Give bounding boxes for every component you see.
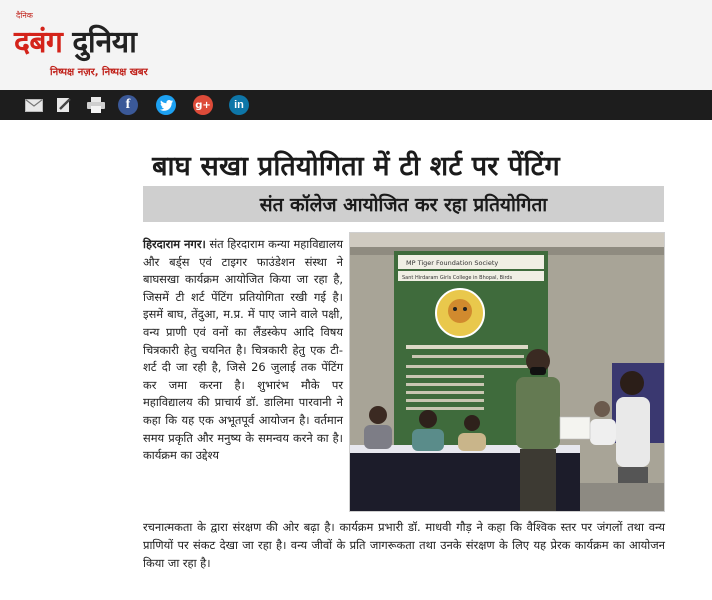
article-subheadline: संत कॉलेज आयोजित कर रहा प्रतियोगिता [259, 194, 548, 216]
logo-tagline: निष्पक्ष नज़र, निष्पक्ष खबर [50, 67, 148, 78]
logo-small-text: दैनिक [16, 11, 33, 20]
subheadline-bar [143, 186, 664, 222]
masthead [0, 0, 712, 90]
certificate [560, 417, 590, 439]
banner-line-2: Sant Hirdaram Girls College in Bhopal, Birds [402, 275, 513, 281]
logo-title-part2: दुनिया [62, 25, 137, 60]
article-body-column-text: संत हिरदाराम कन्या महाविद्यालय और बर्ड्स एवं टाइगर फाउंडेशन संस्था ने बाघसखा कार्यक्रम आयोजित किया जा रहा है, जिसमें टी शर्ट पेंटिंग प्रतियोगिता रखी गई है। इसमें बाघ, तेंदुआ, म.प्र. में पाए जाने वाले पक्षी, वन्य प्राणी एवं वनों का लैंडस्केप आदि विषय चित्रकारी हेतु चयनित है। चित्रकारी हेतु एक टी-शर्ट दी जा रही है, जिसे 26 जुलाई तक पेंटिंग कर जमा करना है। शुभारंभ मौके पर महाविद्यालय की प्राचार्य डॉ. डालिमा पारवानी ने कहा कि यह एक अभूतपूर्व आयोजन है। वर्तमान समय प्रकृति और मनुष्य के समन्वय करने का है। कार्यक्रम का उद्देश्य [143, 237, 343, 463]
banner-line-1: MP Tiger Foundation Society [406, 259, 499, 267]
article-dateline: हिरदाराम नगर। [143, 237, 206, 251]
share-bar [0, 90, 712, 120]
logo-title [14, 20, 136, 61]
facebook-icon[interactable]: f [118, 95, 138, 115]
twitter-icon[interactable] [156, 95, 176, 115]
newspaper-logo[interactable] [14, 8, 214, 78]
article-headline: बाघ सखा प्रतियोगिता में टी शर्ट पर पेंटिंग [152, 151, 560, 182]
print-icon[interactable] [86, 95, 106, 115]
photo-illustration [350, 233, 665, 512]
edit-icon[interactable] [54, 95, 74, 115]
google-plus-icon[interactable]: g+ [193, 95, 213, 115]
linkedin-icon[interactable]: in [229, 95, 249, 115]
logo-title-part1: दबंग [14, 25, 63, 60]
article-photo [349, 232, 665, 512]
presenter-figure [516, 377, 560, 449]
recipient-figure [616, 397, 650, 467]
article-body-bottom: रचनात्मकता के द्वारा संरक्षण की ओर बढ़ा है। कार्यक्रम प्रभारी डॉ. माधवी गौड़ ने कहा कि वैश्विक स्तर पर जंगलों तथा वन्य प्राणियों पर संकट देखा जा रहा है। वन्य जीवों के प्रति जागरूकता तथा उनके संरक्षण के लिए यह प्रेरक कार्यक्रम का आयोजन किया जा रहा है। [143, 520, 665, 570]
article-body-column [143, 236, 343, 465]
mail-icon[interactable] [24, 95, 44, 115]
